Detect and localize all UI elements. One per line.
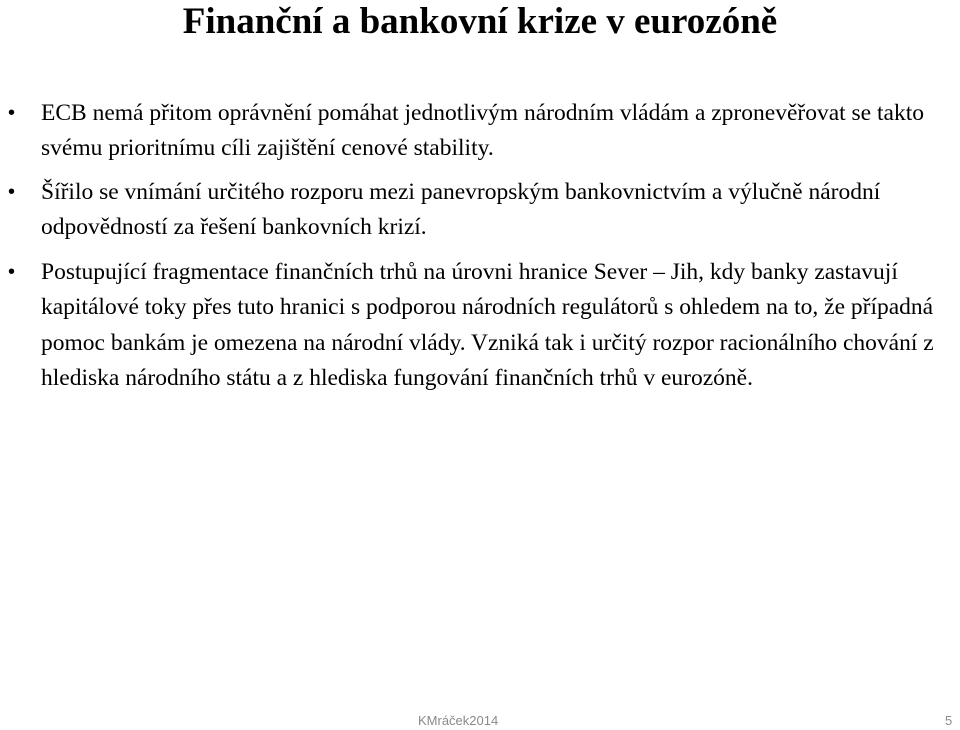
footer-author: KMráček2014 [418, 713, 499, 728]
bullet-text: Šířilo se vnímání určitého rozporu mezi panevropským bankovnictvím a výlučně národní odpovědností za řešení bankovních krizí. [41, 179, 881, 241]
bullet-dot-icon: • [8, 102, 16, 124]
bullet-dot-icon: • [8, 181, 16, 203]
bullet-text: ECB nemá přitom oprávnění pomáhat jednotlivým národním vládám a zpronevěřovat se takto svému prioritnímu cíli zajištění cenové stability. [41, 100, 924, 162]
slide-title: Finanční a bankovní krize v eurozóně [182, 1, 778, 42]
bullet-text: Postupující fragmentace finančních trhů na úrovni hranice Sever – Jih, kdy banky zastavují kapitálové toky přes tuto hranici s podporou národních regulátorů s ohledem na to, že případná pomoc bankám je omezena na národní vlády. Vzniká tak i určitý rozpor racionálního chování z hlediska národního státu a z hlediska fungování finančních trhů v eurozóně. [41, 259, 934, 392]
bullet-dot-icon: • [8, 261, 16, 283]
page-number: 5 [945, 713, 953, 728]
